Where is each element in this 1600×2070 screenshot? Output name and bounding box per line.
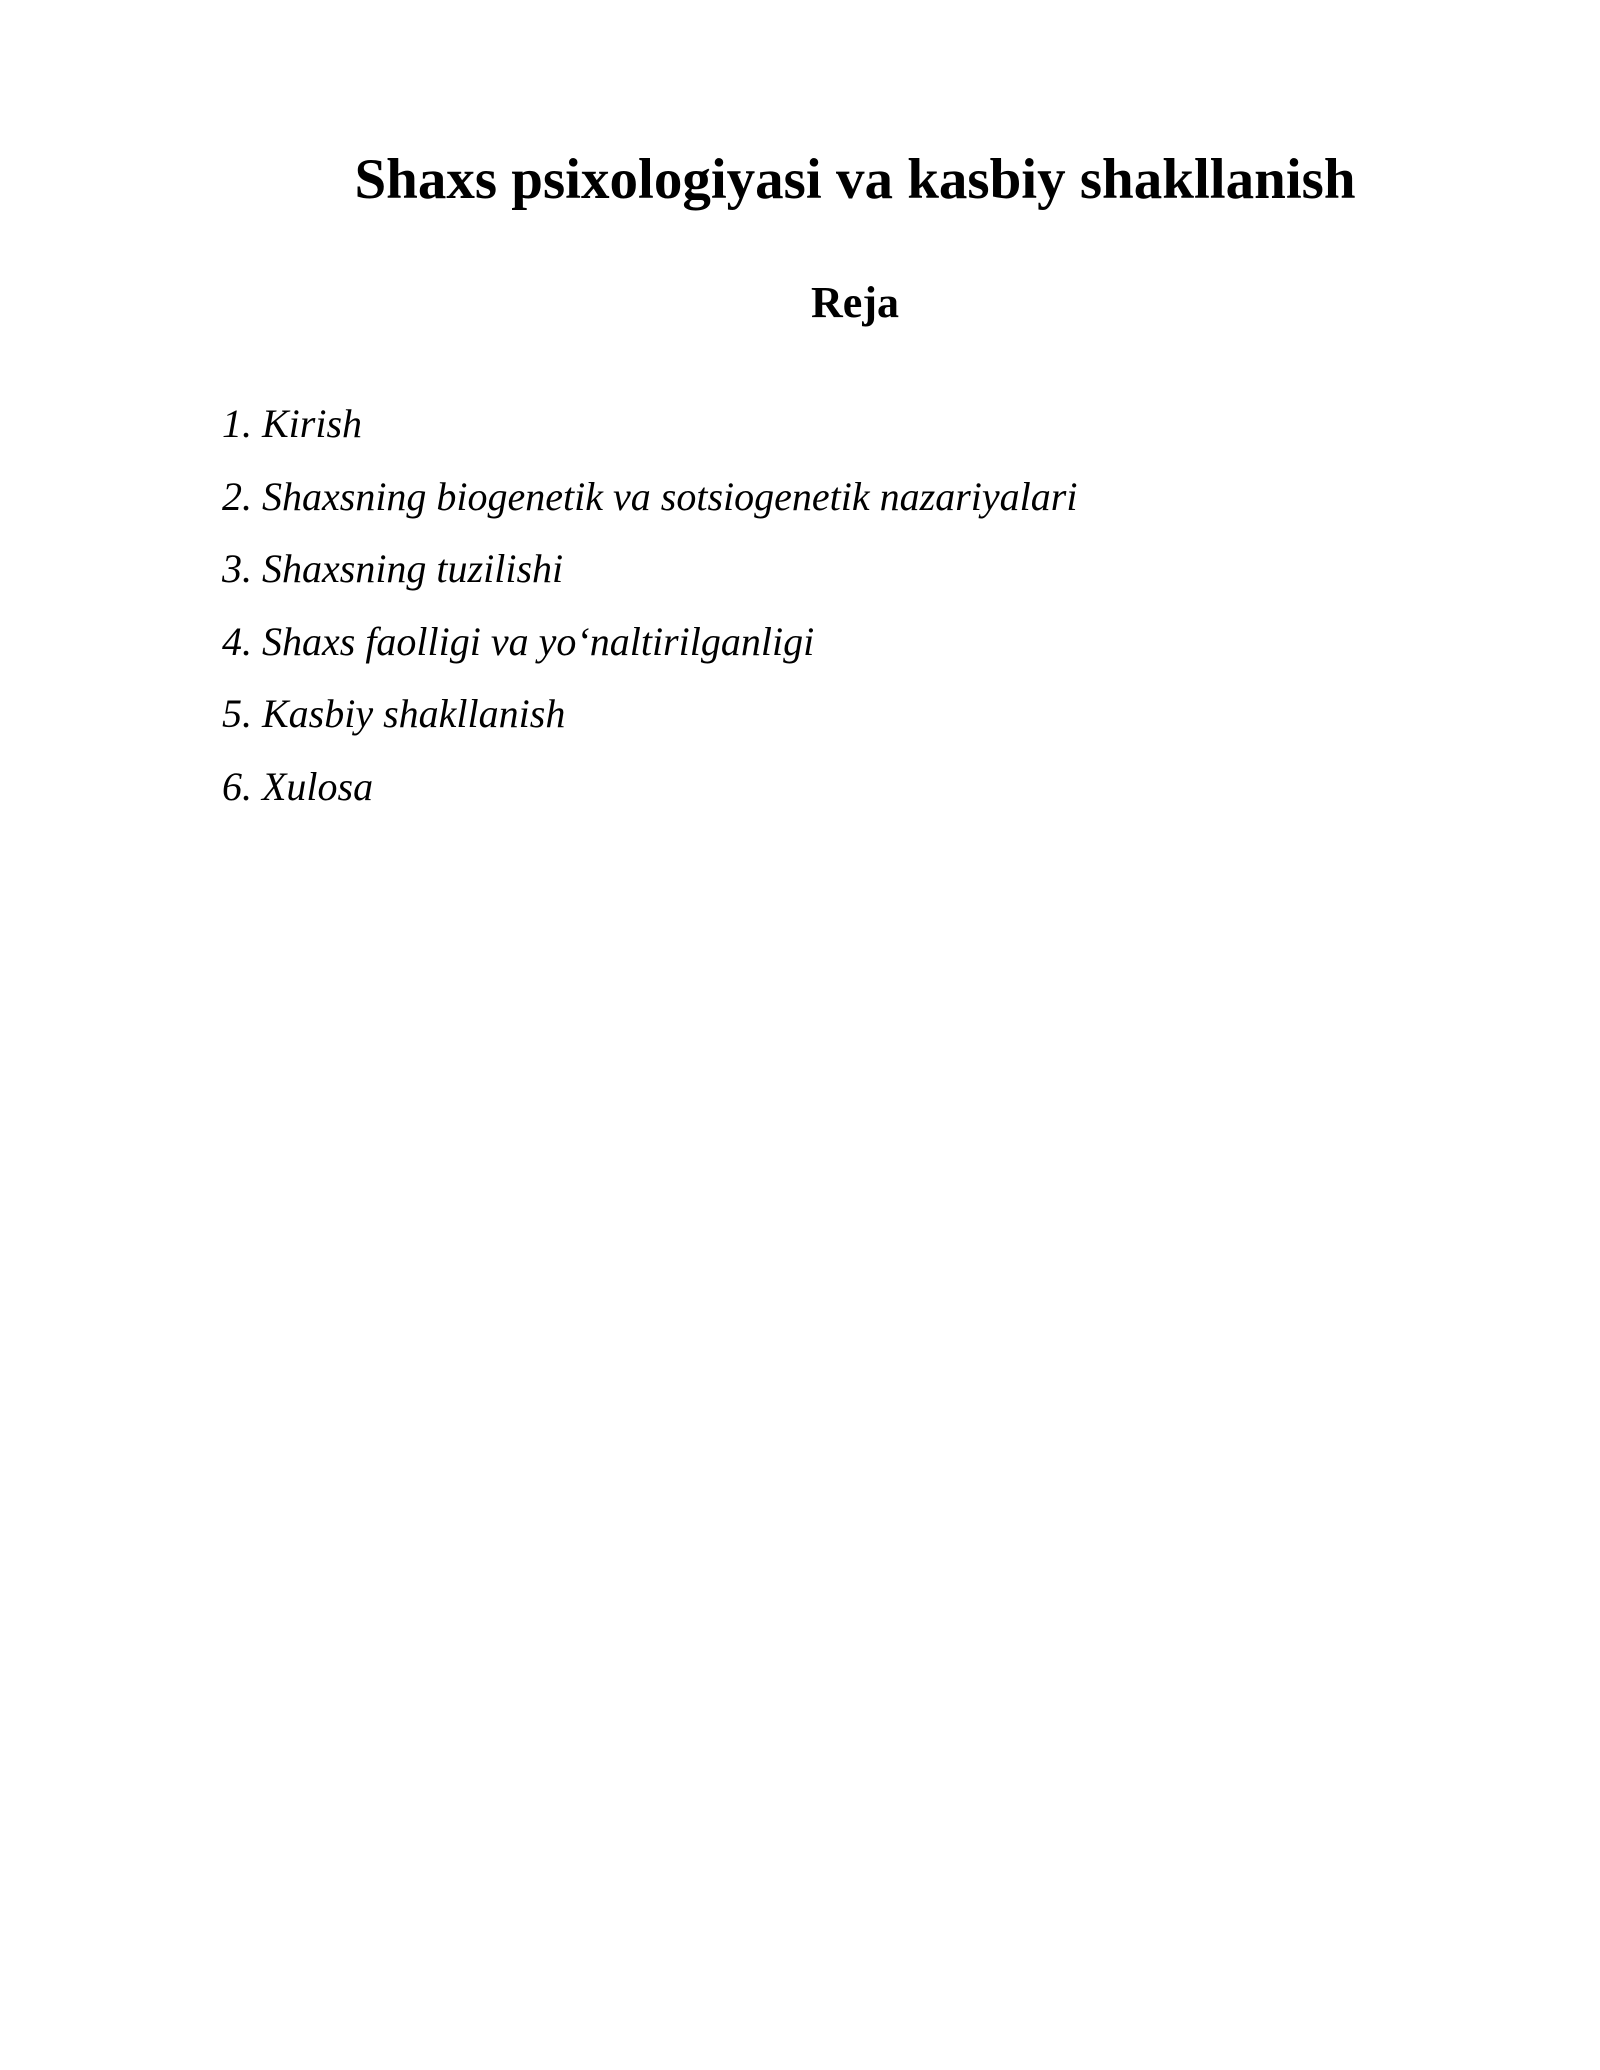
plan-item-activity: 4. Shaxs faolligi va yo‘naltirilganligi	[222, 618, 815, 664]
plan-item-conclusion: 6. Xulosa	[222, 763, 374, 809]
plan-item-introduction: 1. Kirish	[222, 401, 363, 446]
document-title: Shaxs psixologiyasi va kasbiy shakllanish	[354, 148, 1356, 211]
plan-list	[222, 388, 1077, 823]
plan-item-theories: 2. Shaxsning biogenetik va sotsiogenetik nazariyalari	[222, 473, 1078, 519]
plan-item-professional-formation: 5. Kasbiy shakllanish	[222, 691, 566, 736]
plan-heading: Reja	[811, 278, 899, 327]
plan-item-structure: 3. Shaxsning tuzilishi	[222, 546, 564, 591]
